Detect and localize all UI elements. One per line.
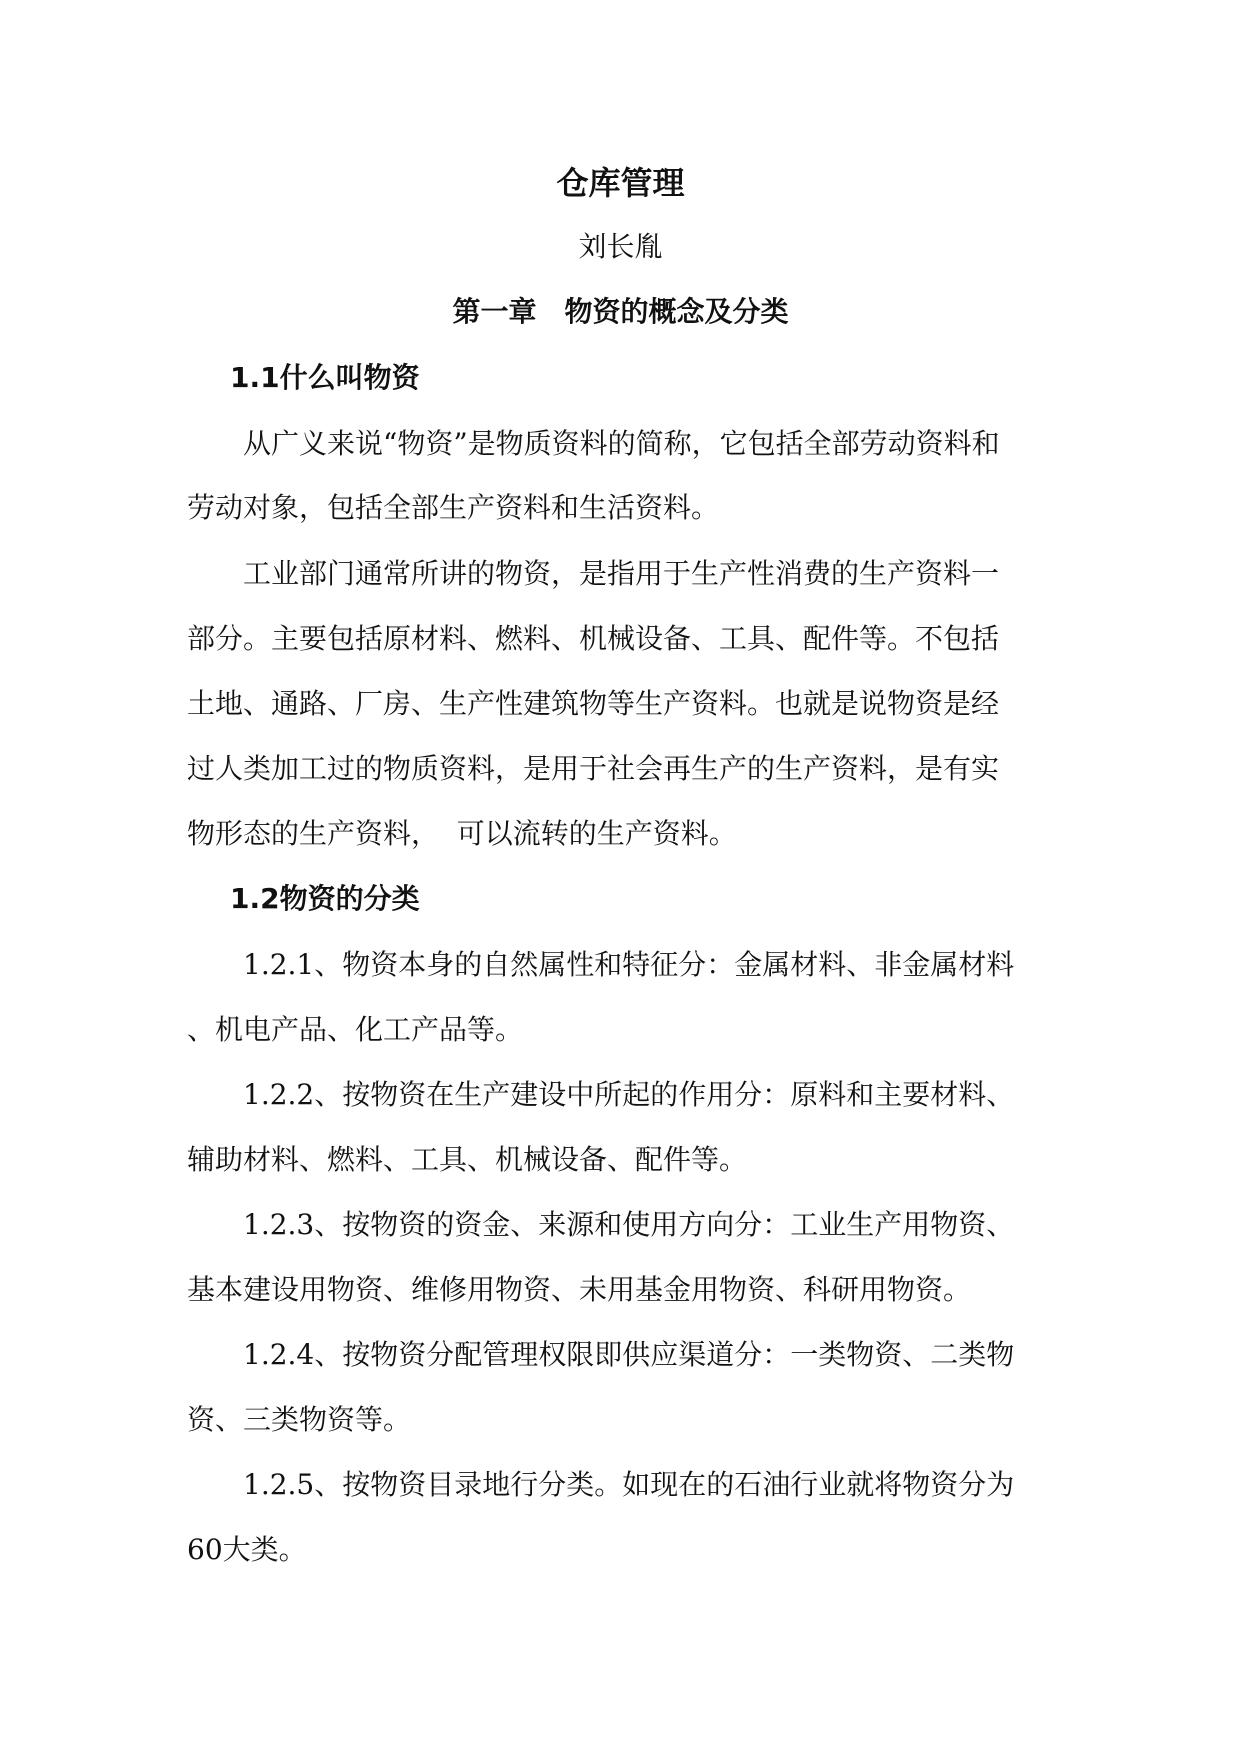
list-item-line: 辅助材料、燃料、工具、机械设备、配件等。 bbox=[187, 1143, 748, 1176]
document-title: 仓库管理 bbox=[556, 164, 685, 202]
list-item-line: 基本建设用物资、维修用物资、未用基金用物资、科研用物资。 bbox=[187, 1273, 972, 1306]
paragraph-line: 过人类加工过的物质资料，是用于社会再生产的生产资料，是有实 bbox=[187, 752, 1000, 785]
paragraph-line: 工业部门通常所讲的物资，是指用于生产性消费的生产资料一 bbox=[243, 557, 1000, 590]
section-heading-1-2: 1.2物资的分类 bbox=[230, 882, 420, 915]
list-item-line: 1.2.1、物资本身的自然属性和特征分：金属材料、非金属材料 bbox=[243, 948, 1015, 981]
author-name: 刘长胤 bbox=[578, 230, 663, 263]
list-item-line: 、机电产品、化工产品等。 bbox=[187, 1013, 524, 1046]
list-item-line: 1.2.2、按物资在生产建设中所起的作用分：原料和主要材料、 bbox=[243, 1078, 1015, 1111]
paragraph-line: 部分。主要包括原材料、燃料、机械设备、工具、配件等。不包括 bbox=[187, 622, 1000, 655]
list-item-line: 1.2.4、按物资分配管理权限即供应渠道分：一类物资、二类物 bbox=[243, 1338, 1015, 1371]
list-item-line: 1.2.5、按物资目录地行分类。如现在的石油行业就将物资分为 bbox=[243, 1468, 1015, 1501]
chapter-title: 第一章 物资的概念及分类 bbox=[452, 295, 789, 328]
list-item-line: 60大类。 bbox=[187, 1533, 307, 1566]
list-item-line: 资、三类物资等。 bbox=[187, 1403, 412, 1436]
paragraph-line: 物形态的生产资料， 可以流转的生产资料。 bbox=[187, 817, 737, 850]
paragraph-line: 从广义来说“物资”是物质资料的简称，它包括全部劳动资料和 bbox=[243, 427, 1000, 460]
paragraph-line: 劳动对象，包括全部生产资料和生活资料。 bbox=[187, 491, 720, 524]
section-heading-1-1: 1.1什么叫物资 bbox=[230, 361, 420, 394]
list-item-line: 1.2.3、按物资的资金、来源和使用方向分：工业生产用物资、 bbox=[243, 1208, 1015, 1241]
paragraph-line: 土地、通路、厂房、生产性建筑物等生产资料。也就是说物资是经 bbox=[187, 687, 1000, 720]
